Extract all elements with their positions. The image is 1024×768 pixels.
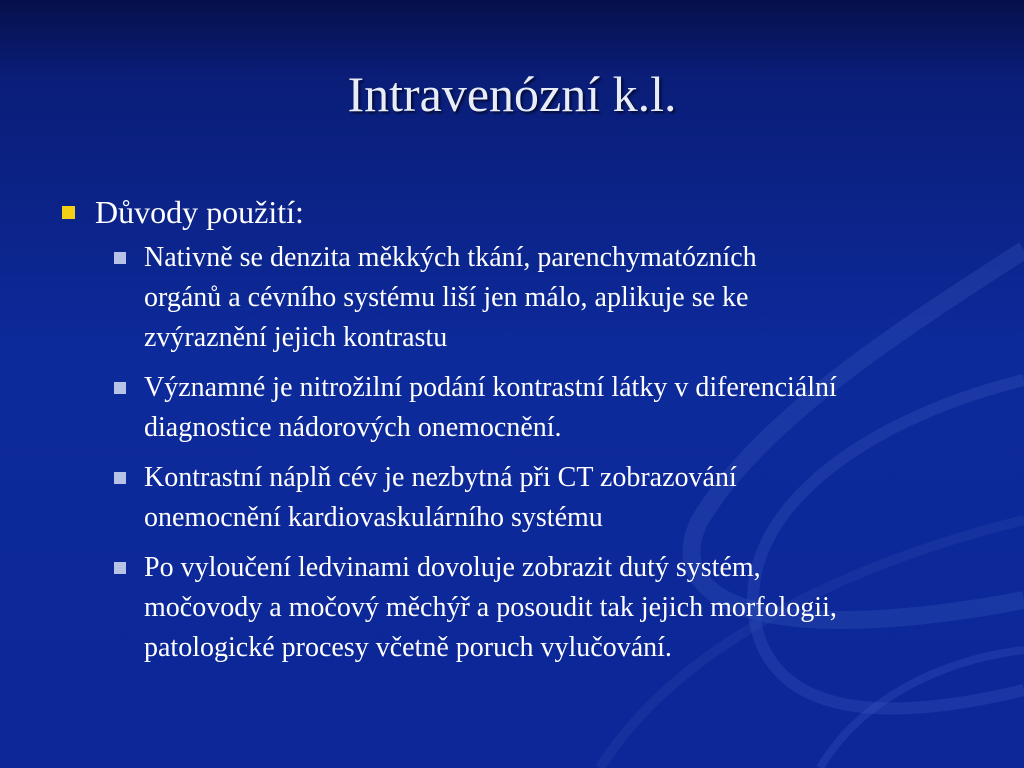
square-bullet-icon xyxy=(114,382,126,394)
sub-bullet-line: zvýraznění jejich kontrastu xyxy=(144,322,448,353)
sub-bullet-line: orgánů a cévního systému liší jen málo, aplikuje se ke xyxy=(144,282,749,313)
bullet-label: Důvody použití: xyxy=(95,194,304,230)
sub-bullet-line: diagnostice nádorových onemocnění. xyxy=(144,412,562,443)
sub-bullet-line: Významné je nitrožilní podání kontrastní látky v diferenciální xyxy=(144,372,837,403)
square-bullet-icon xyxy=(114,252,126,264)
sub-bullet-line: onemocnění kardiovaskulárního systému xyxy=(144,502,603,533)
sub-bullet-line: Po vyloučení ledvinami dovoluje zobrazit dutý systém, xyxy=(144,552,761,583)
sub-bullet-2 xyxy=(114,368,982,448)
sub-bullet-line: Nativně se denzita měkkých tkání, parenchymatózních xyxy=(144,242,757,273)
sub-bullet-1 xyxy=(114,238,982,358)
square-bullet-icon xyxy=(114,562,126,574)
slide-content xyxy=(62,192,982,678)
sub-bullet-list xyxy=(114,238,982,668)
square-bullet-icon xyxy=(114,472,126,484)
sub-bullet-4 xyxy=(114,548,982,668)
sub-bullet-line: močovody a močový měchýř a posoudit tak jejich morfologii, xyxy=(144,592,837,623)
sub-bullet-line: patologické procesy včetně poruch vylučování. xyxy=(144,632,672,663)
sub-bullet-line: Kontrastní náplň cév je nezbytná při CT zobrazování xyxy=(144,462,737,493)
sub-bullet-3 xyxy=(114,458,982,538)
bullet-duvody xyxy=(62,192,982,232)
slide-title: Intravenózní k.l. xyxy=(347,66,677,122)
square-bullet-icon xyxy=(62,206,75,219)
